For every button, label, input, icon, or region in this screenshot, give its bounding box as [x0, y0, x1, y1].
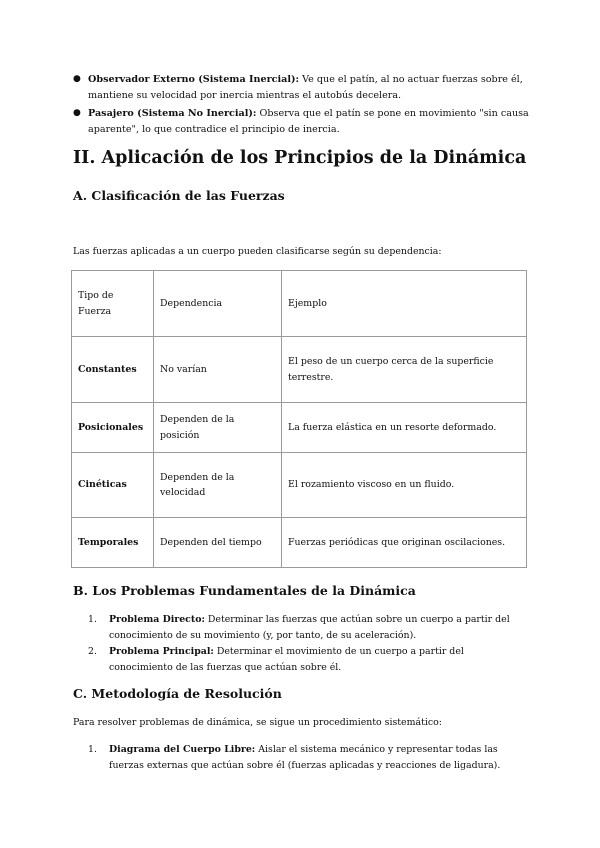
table-header-cell: Tipo de Fuerza: [72, 271, 154, 337]
table-row: [72, 403, 527, 453]
bullet-lead: Observador Externo (Sistema Inercial):: [88, 74, 300, 85]
table-row: [72, 453, 527, 518]
subsection-a-intro: Las fuerzas aplicadas a un cuerpo pueden clasificarse según su dependencia:: [73, 246, 442, 257]
observer-bullet-list: [73, 72, 538, 140]
list-number: 1.: [88, 744, 97, 755]
table-cell: Dependen de la velocidad: [154, 453, 282, 518]
table-cell: No varían: [154, 337, 282, 403]
table-row: [72, 518, 527, 568]
table-row: [72, 337, 527, 403]
subsection-b-title: B. Los Problemas Fundamentales de la Dinámica: [73, 583, 416, 598]
list-item: [73, 612, 528, 643]
bullet-icon: ●: [73, 74, 81, 84]
bullet-icon: ●: [73, 108, 81, 118]
bullet-text: Ve que el patín, al no actuar fuerzas sobre él, mantiene su velocidad por inercia mientras el autobús decelera.: [88, 74, 523, 101]
table-header-row: [72, 271, 527, 337]
list-item: [73, 742, 528, 773]
list-item: [73, 644, 528, 675]
section-title: II. Aplicación de los Principios de la Dinámica: [73, 148, 527, 168]
list-number: 1.: [88, 614, 97, 625]
list-number: 2.: [88, 646, 97, 657]
table-header-cell: Dependencia: [154, 271, 282, 337]
item-text: Aislar el sistema mecánico y representar todas las fuerzas externas que actúan sobre él (fuerzas aplicadas y reacciones de ligadura).: [109, 744, 501, 771]
table-cell: Dependen de la posición: [154, 403, 282, 453]
item-lead: Diagrama del Cuerpo Libre:: [109, 744, 256, 755]
subsection-c-title: C. Metodología de Resolución: [73, 686, 282, 701]
forces-table: [71, 270, 527, 568]
subsection-a-title: A. Clasificación de las Fuerzas: [73, 188, 285, 203]
bullet-lead: Pasajero (Sistema No Inercial):: [88, 108, 257, 119]
table-cell: Fuerzas periódicas que originan oscilaciones.: [282, 518, 527, 568]
table-cell: Temporales: [72, 518, 154, 568]
list-item: [73, 106, 538, 137]
method-list: [73, 742, 528, 774]
item-lead: Problema Principal:: [109, 646, 214, 657]
item-text: Determinar las fuerzas que actúan sobre un cuerpo a partir del conocimiento de su movimiento (y, por tanto, de su aceleración).: [109, 614, 510, 641]
subsection-c-intro: Para resolver problemas de dinámica, se sigue un procedimiento sistemático:: [73, 717, 442, 728]
table-cell: El rozamiento viscoso en un fluido.: [282, 453, 527, 518]
table-cell: Dependen del tiempo: [154, 518, 282, 568]
bullet-text: Observa que el patín se pone en movimiento "sin causa aparente", lo que contradice el principio de inercia.: [88, 108, 529, 135]
problems-list: [73, 612, 528, 676]
list-item: [73, 72, 538, 103]
table-header-cell: Ejemplo: [282, 271, 527, 337]
item-lead: Problema Directo:: [109, 614, 205, 625]
item-text: Determinar el movimiento de un cuerpo a partir del conocimiento de las fuerzas que actúan sobre él.: [109, 646, 464, 673]
table-cell: La fuerza elástica en un resorte deformado.: [282, 403, 527, 453]
table-cell: Posicionales: [72, 403, 154, 453]
table-cell: El peso de un cuerpo cerca de la superficie terrestre.: [282, 337, 527, 403]
table-cell: Constantes: [72, 337, 154, 403]
table-cell: Cinéticas: [72, 453, 154, 518]
